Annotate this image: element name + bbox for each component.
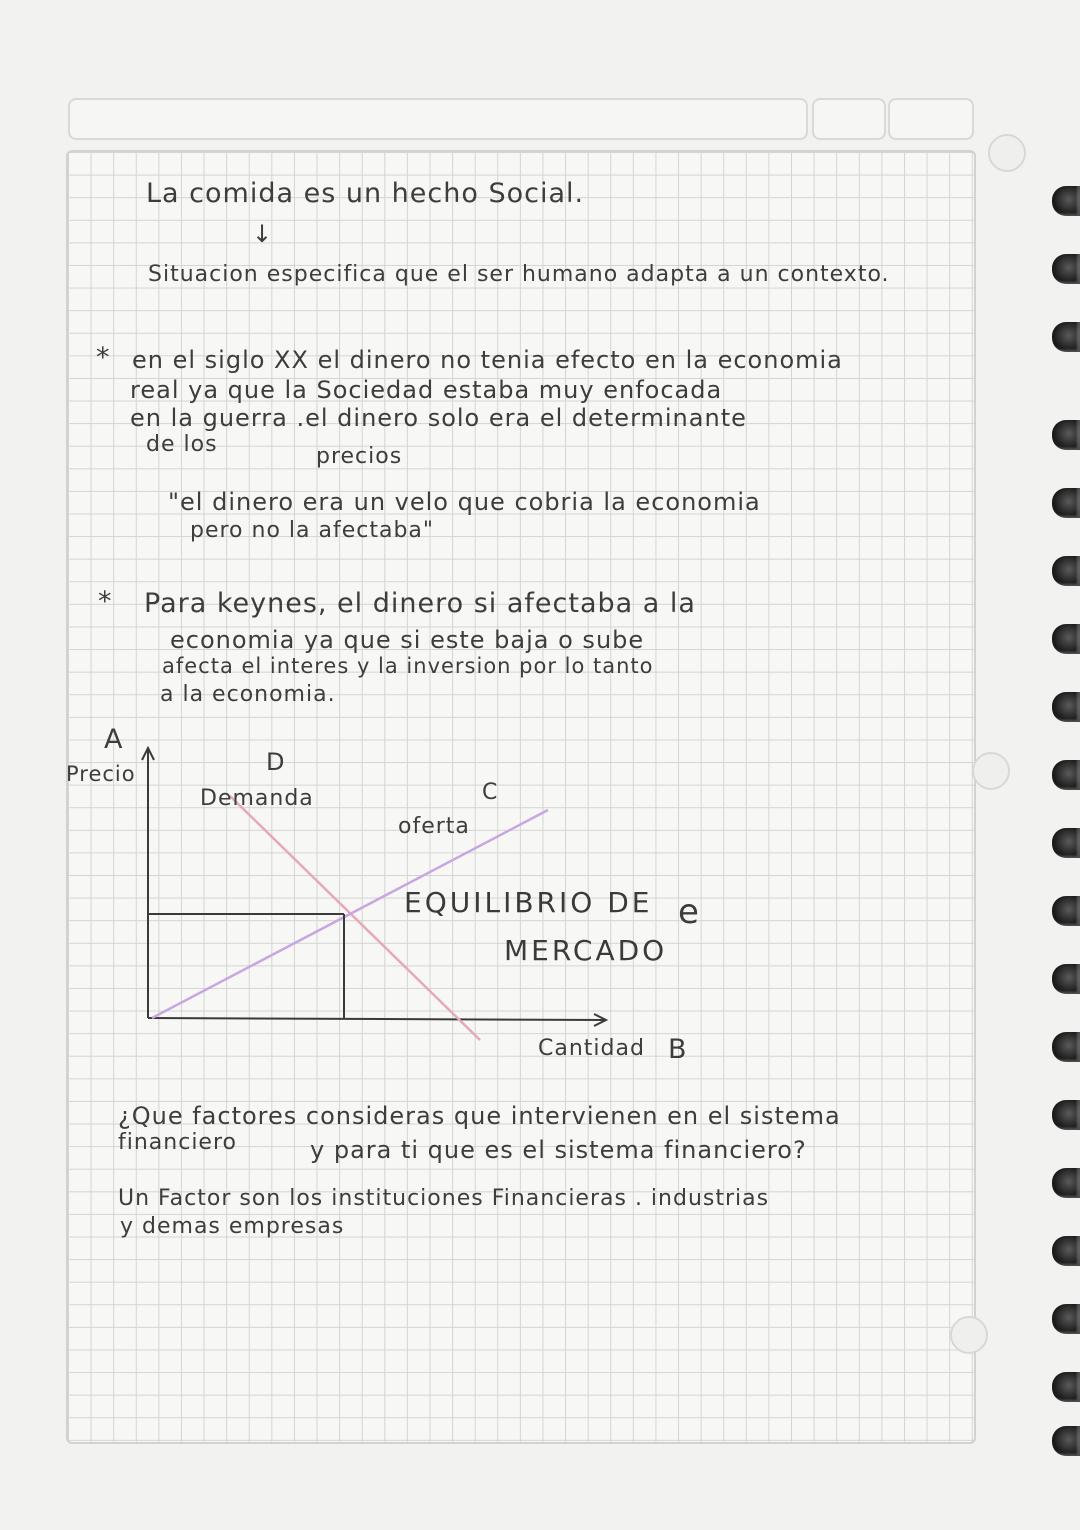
chart-title-line2: MERCADO	[504, 934, 668, 967]
y-axis-letter: A	[104, 724, 124, 755]
question-line3: y para ti que es el sistema financiero?	[310, 1136, 807, 1164]
quote-line2: pero no la afectaba"	[190, 518, 435, 543]
para2-line1: Para keynes, el dinero si afectaba a la	[144, 588, 696, 619]
quote-line1: "el dinero era un velo que cobria la economia	[168, 488, 761, 516]
answer-line2: y demas empresas	[120, 1214, 345, 1239]
para2-line2: economia ya que si este baja o sube	[170, 626, 645, 654]
answer-line1: Un Factor son los instituciones Financieras . industrias	[118, 1186, 770, 1211]
down-arrow: ↓	[252, 220, 274, 248]
question-line2: financiero	[118, 1130, 237, 1155]
para2-line3: afecta el interes y la inversion por lo tanto	[162, 654, 654, 678]
bullet-star-1: *	[96, 342, 111, 373]
chart-title-mark: e	[678, 892, 700, 932]
demand-letter: D	[266, 748, 286, 776]
x-axis	[148, 1018, 604, 1020]
para1-line1: en el siglo XX el dinero no tenia efecto en la economia	[132, 346, 843, 374]
para1-line3: en la guerra .el dinero solo era el determinante	[130, 404, 747, 432]
note-line-situacion: Situacion especifica que el ser humano adapta a un contexto.	[148, 262, 890, 287]
chart-title-line1: EQUILIBRIO DE	[404, 886, 653, 919]
para1-line5: precios	[316, 444, 403, 469]
note-line-comida: La comida es un hecho Social.	[146, 178, 585, 209]
para1-line2: real ya que la Sociedad estaba muy enfocada	[130, 376, 723, 404]
para1-line4: de los	[146, 432, 218, 457]
x-axis-label: Cantidad	[538, 1036, 645, 1061]
supply-label: oferta	[398, 814, 470, 839]
question-line1: ¿Que factores consideras que intervienen en el sistema	[118, 1102, 841, 1130]
bullet-star-2: *	[98, 586, 113, 617]
demand-label: Demanda	[200, 786, 314, 811]
supply-letter: C	[482, 780, 499, 805]
y-axis-label: Precio	[66, 762, 136, 786]
x-axis-letter: B	[668, 1034, 688, 1065]
para2-line4: a la economia.	[160, 682, 336, 707]
